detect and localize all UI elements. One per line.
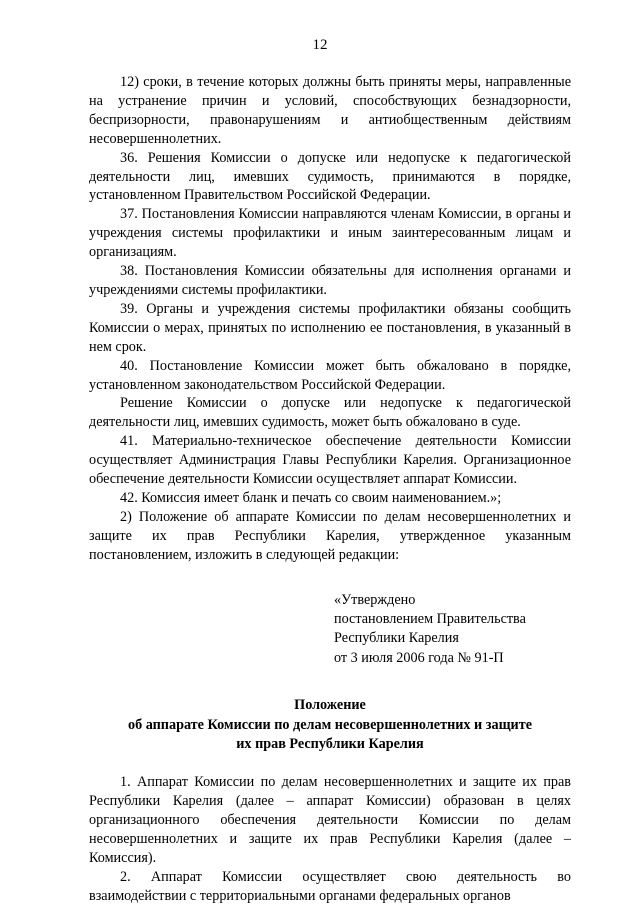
page-number: 12 [312,37,328,53]
paragraph-40-appeal: Решение Комиссии о допуске или недопуске к педагогической деятельности лиц, имевших судимость, может быть обжаловано в суде. [89,395,571,431]
approval-line-2: постановлением Правительства [334,610,526,627]
heading-line-2: об аппарате Комиссии по делам несовершеннолетних и защите [127,716,532,733]
approval-block [334,591,571,669]
spacer [89,754,571,773]
paragraph-41: 41. Материально-техническое обеспечение деятельности Комиссии осуществляет Администрация Главы Республики Карелия. Организационное обеспечение деятельности Комиссии осуществляет аппарат Комиссии. [89,433,571,488]
paragraph-apparatus-1: 1. Аппарат Комиссии по делам несовершеннолетних и защите их прав Республики Карелия (далее – аппарат Комиссии) образован в целях организационного обеспечения деятельности Комиссии по делам несовершеннолетних и защите их прав Республики Карелия (далее – Комиссия). [89,774,571,867]
paragraph-36: 36. Решения Комиссии о допуске или недопуске к педагогической деятельности лиц, имевших судимость, принимаются в порядке, установленном Правительством Российской Федерации. [89,149,571,204]
paragraph-38: 38. Постановления Комиссии обязательны для исполнения органами и учреждениями системы профилактики. [89,263,571,298]
paragraph-40: 40. Постановление Комиссии может быть обжаловано в порядке, установленном законодательством Российской Федерации. [89,357,571,393]
paragraph-item-2: 2) Положение об аппарате Комиссии по делам несовершеннолетних и защите их прав Республики Карелия, утвержденное указанным постановлением, изложить в следующей редакции: [89,508,571,563]
approval-line-1: «Утверждено [334,591,416,608]
paragraph-37: 37. Постановления Комиссии направляются членам Комиссии, в органы и учреждения системы профилактики и иным заинтересованным лицам и организациям. [89,206,571,261]
heading-line-1: Положение [294,697,366,714]
document-heading [89,696,571,754]
approval-line-3: Республики Карелия [334,630,459,647]
approval-line-4: от 3 июля 2006 года № 91-П [334,649,504,666]
paragraph-39: 39. Органы и учреждения системы профилактики обязаны сообщить Комиссии о мерах, принятых по исполнению ее постановления, в указанный в нем срок. [89,300,571,355]
document-body [89,73,571,906]
paragraph-42: 42. Комиссия имеет бланк и печать со своим наименованием.»; [120,489,502,506]
heading-line-3: их прав Республики Карелия [236,736,424,752]
paragraph-apparatus-2: 2. Аппарат Комиссии осуществляет свою деятельность во взаимодействии с территориальными органами федеральных органов [89,868,571,904]
paragraph-item-12: 12) сроки, в течение которых должны быть приняты меры, направленные на устранение причин и условий, способствующих безнадзорности, беспризорности, правонарушениям и антиобщественным действиям несовершеннолетних. [89,74,571,147]
